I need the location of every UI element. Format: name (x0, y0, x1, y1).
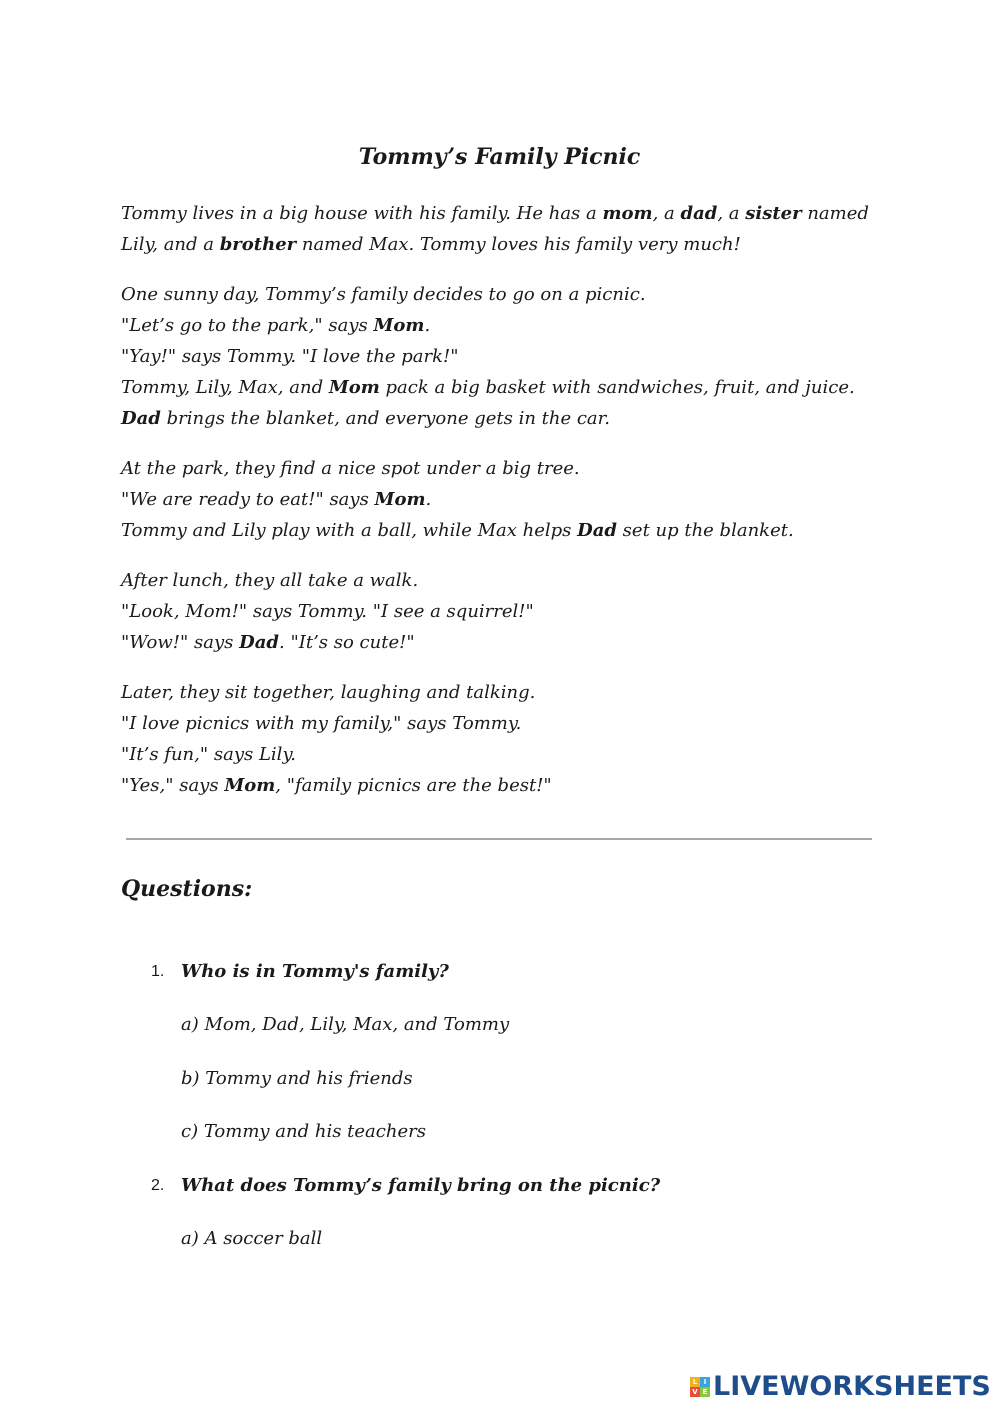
highlighted-word: brother (219, 234, 297, 255)
questions-heading: Questions: (121, 876, 253, 902)
text-run: named Max. Tommy loves his family very much! (296, 234, 741, 255)
story-line (121, 708, 901, 739)
story-text (121, 198, 901, 820)
text-run: set up the blanket. (616, 520, 794, 541)
text-run: , a (652, 203, 681, 224)
story-line (121, 453, 901, 484)
story-line (121, 341, 901, 372)
highlighted-word: Dad (577, 520, 617, 541)
text-run: "Look, Mom!" says Tommy. "I see a squirrel!" (121, 601, 534, 622)
highlighted-word: dad (680, 203, 718, 224)
text-run: pack a big basket with sandwiches, fruit, and juice. (379, 377, 855, 398)
text-run: . (424, 315, 431, 336)
highlighted-word: Mom (374, 489, 426, 510)
text-run: One sunny day, Tommy’s family decides to go on a picnic. (121, 284, 646, 305)
story-paragraph (121, 565, 901, 658)
question-number: 2. (151, 1177, 165, 1194)
story-line (121, 372, 901, 403)
story-line (121, 627, 901, 658)
text-run: "Yes," says (121, 775, 225, 796)
story-line (121, 739, 901, 770)
story-line (121, 198, 901, 229)
logo-mark-square: E (700, 1387, 710, 1397)
story-paragraph (121, 677, 901, 801)
liveworksheets-logo (690, 1371, 991, 1402)
text-run: . (425, 489, 432, 510)
text-run: Tommy, Lily, Max, and (121, 377, 329, 398)
answer-option[interactable]: a) Mom, Dad, Lily, Max, and Tommy (181, 1014, 510, 1035)
page-title: Tommy’s Family Picnic (358, 144, 641, 170)
story-paragraph (121, 279, 901, 434)
highlighted-word: Mom (224, 775, 276, 796)
text-run: brings the blanket, and everyone gets in the car. (160, 408, 610, 429)
text-run: Lily, and a (121, 234, 220, 255)
text-run: Tommy and Lily play with a ball, while Max helps (121, 520, 578, 541)
text-run: , a (717, 203, 746, 224)
highlighted-word: Mom (373, 315, 425, 336)
text-run: , "family picnics are the best!" (275, 775, 552, 796)
liveworksheets-logo-icon (690, 1377, 710, 1397)
story-line (121, 484, 901, 515)
text-run: At the park, they find a nice spot under a big tree. (121, 458, 580, 479)
highlighted-word: sister (745, 203, 802, 224)
story-paragraph (121, 198, 901, 260)
text-run: "It’s fun," says Lily. (121, 744, 296, 765)
divider (126, 838, 872, 840)
question-text: Who is in Tommy's family? (181, 961, 449, 982)
highlighted-word: Dad (121, 408, 161, 429)
text-run: "Wow!" says (121, 632, 240, 653)
story-line (121, 310, 901, 341)
text-run: "Yay!" says Tommy. "I love the park!" (121, 346, 459, 367)
text-run: Tommy lives in a big house with his family. He has a (121, 203, 603, 224)
story-line (121, 565, 901, 596)
story-line (121, 677, 901, 708)
text-run: Later, they sit together, laughing and talking. (121, 682, 536, 703)
logo-text: LIVEWORKSHEETS (713, 1371, 991, 1402)
logo-mark-square: I (700, 1377, 710, 1387)
story-line (121, 279, 901, 310)
story-line (121, 403, 901, 434)
answer-option[interactable]: a) A soccer ball (181, 1228, 323, 1249)
question-text: What does Tommy’s family bring on the picnic? (181, 1175, 661, 1196)
answer-option[interactable]: b) Tommy and his friends (181, 1068, 413, 1089)
question-number: 1. (151, 963, 165, 980)
highlighted-word: mom (602, 203, 653, 224)
text-run: "I love picnics with my family," says Tommy. (121, 713, 522, 734)
answer-option[interactable]: c) Tommy and his teachers (181, 1121, 426, 1142)
highlighted-word: Dad (239, 632, 279, 653)
logo-mark-square: L (690, 1377, 700, 1387)
text-run: "We are ready to eat!" says (121, 489, 375, 510)
highlighted-word: Mom (328, 377, 380, 398)
story-line (121, 596, 901, 627)
text-run: "Let’s go to the park," says (121, 315, 374, 336)
logo-mark-square: V (690, 1387, 700, 1397)
text-run: named (801, 203, 869, 224)
story-line (121, 229, 901, 260)
story-paragraph (121, 453, 901, 546)
story-line (121, 515, 901, 546)
text-run: After lunch, they all take a walk. (121, 570, 419, 591)
story-line (121, 770, 901, 801)
text-run: . "It’s so cute!" (279, 632, 415, 653)
